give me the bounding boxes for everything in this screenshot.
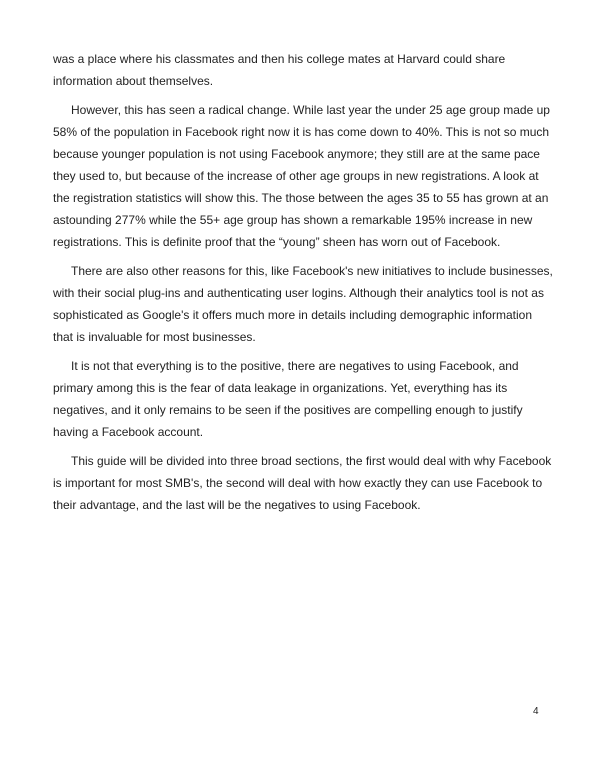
body-text <box>53 48 553 523</box>
page-number: 4 <box>533 706 539 717</box>
paragraph-negatives: It is not that everything is to the positive, there are negatives to using Facebook, and primary among this is the fear of data leakage in organizations. Yet, everything has its negatives, and it only remains to be seen if the positives are compelling enough to justify having a Facebook account. <box>53 359 523 439</box>
paragraph-age-statistics: However, this has seen a radical change. While last year the under 25 age group made up 58% of the population in Facebook right now it is has come down to 40%. This is not so much because younger population is not using Facebook anymore; they still are at the same pace they used to, but because of the increase of other age groups in new registrations. A look at the registration statistics will show this. The those between the ages 35 to 55 has grown at an astounding 277% while the 55+ age group has shown a remarkable 195% increase in new registrations. This is definite proof that the “young” sheen has worn out of Facebook. <box>53 103 550 249</box>
paragraph-guide-sections: This guide will be divided into three broad sections, the first would deal with why Facebook is important for most SMB's, the second will deal with how exactly they can use Facebook to their advantage, and the last will be the negatives to using Facebook. <box>53 454 552 512</box>
paragraph-business-reasons: There are also other reasons for this, like Facebook's new initiatives to include businesses, with their social plug-ins and authenticating user logins. Although their analytics tool is not as sophisticated as Google's it offers much more in details including demographic information that is invaluable for most businesses. <box>53 264 553 344</box>
paragraph-continuation: was a place where his classmates and then his college mates at Harvard could share information about themselves. <box>53 52 506 88</box>
